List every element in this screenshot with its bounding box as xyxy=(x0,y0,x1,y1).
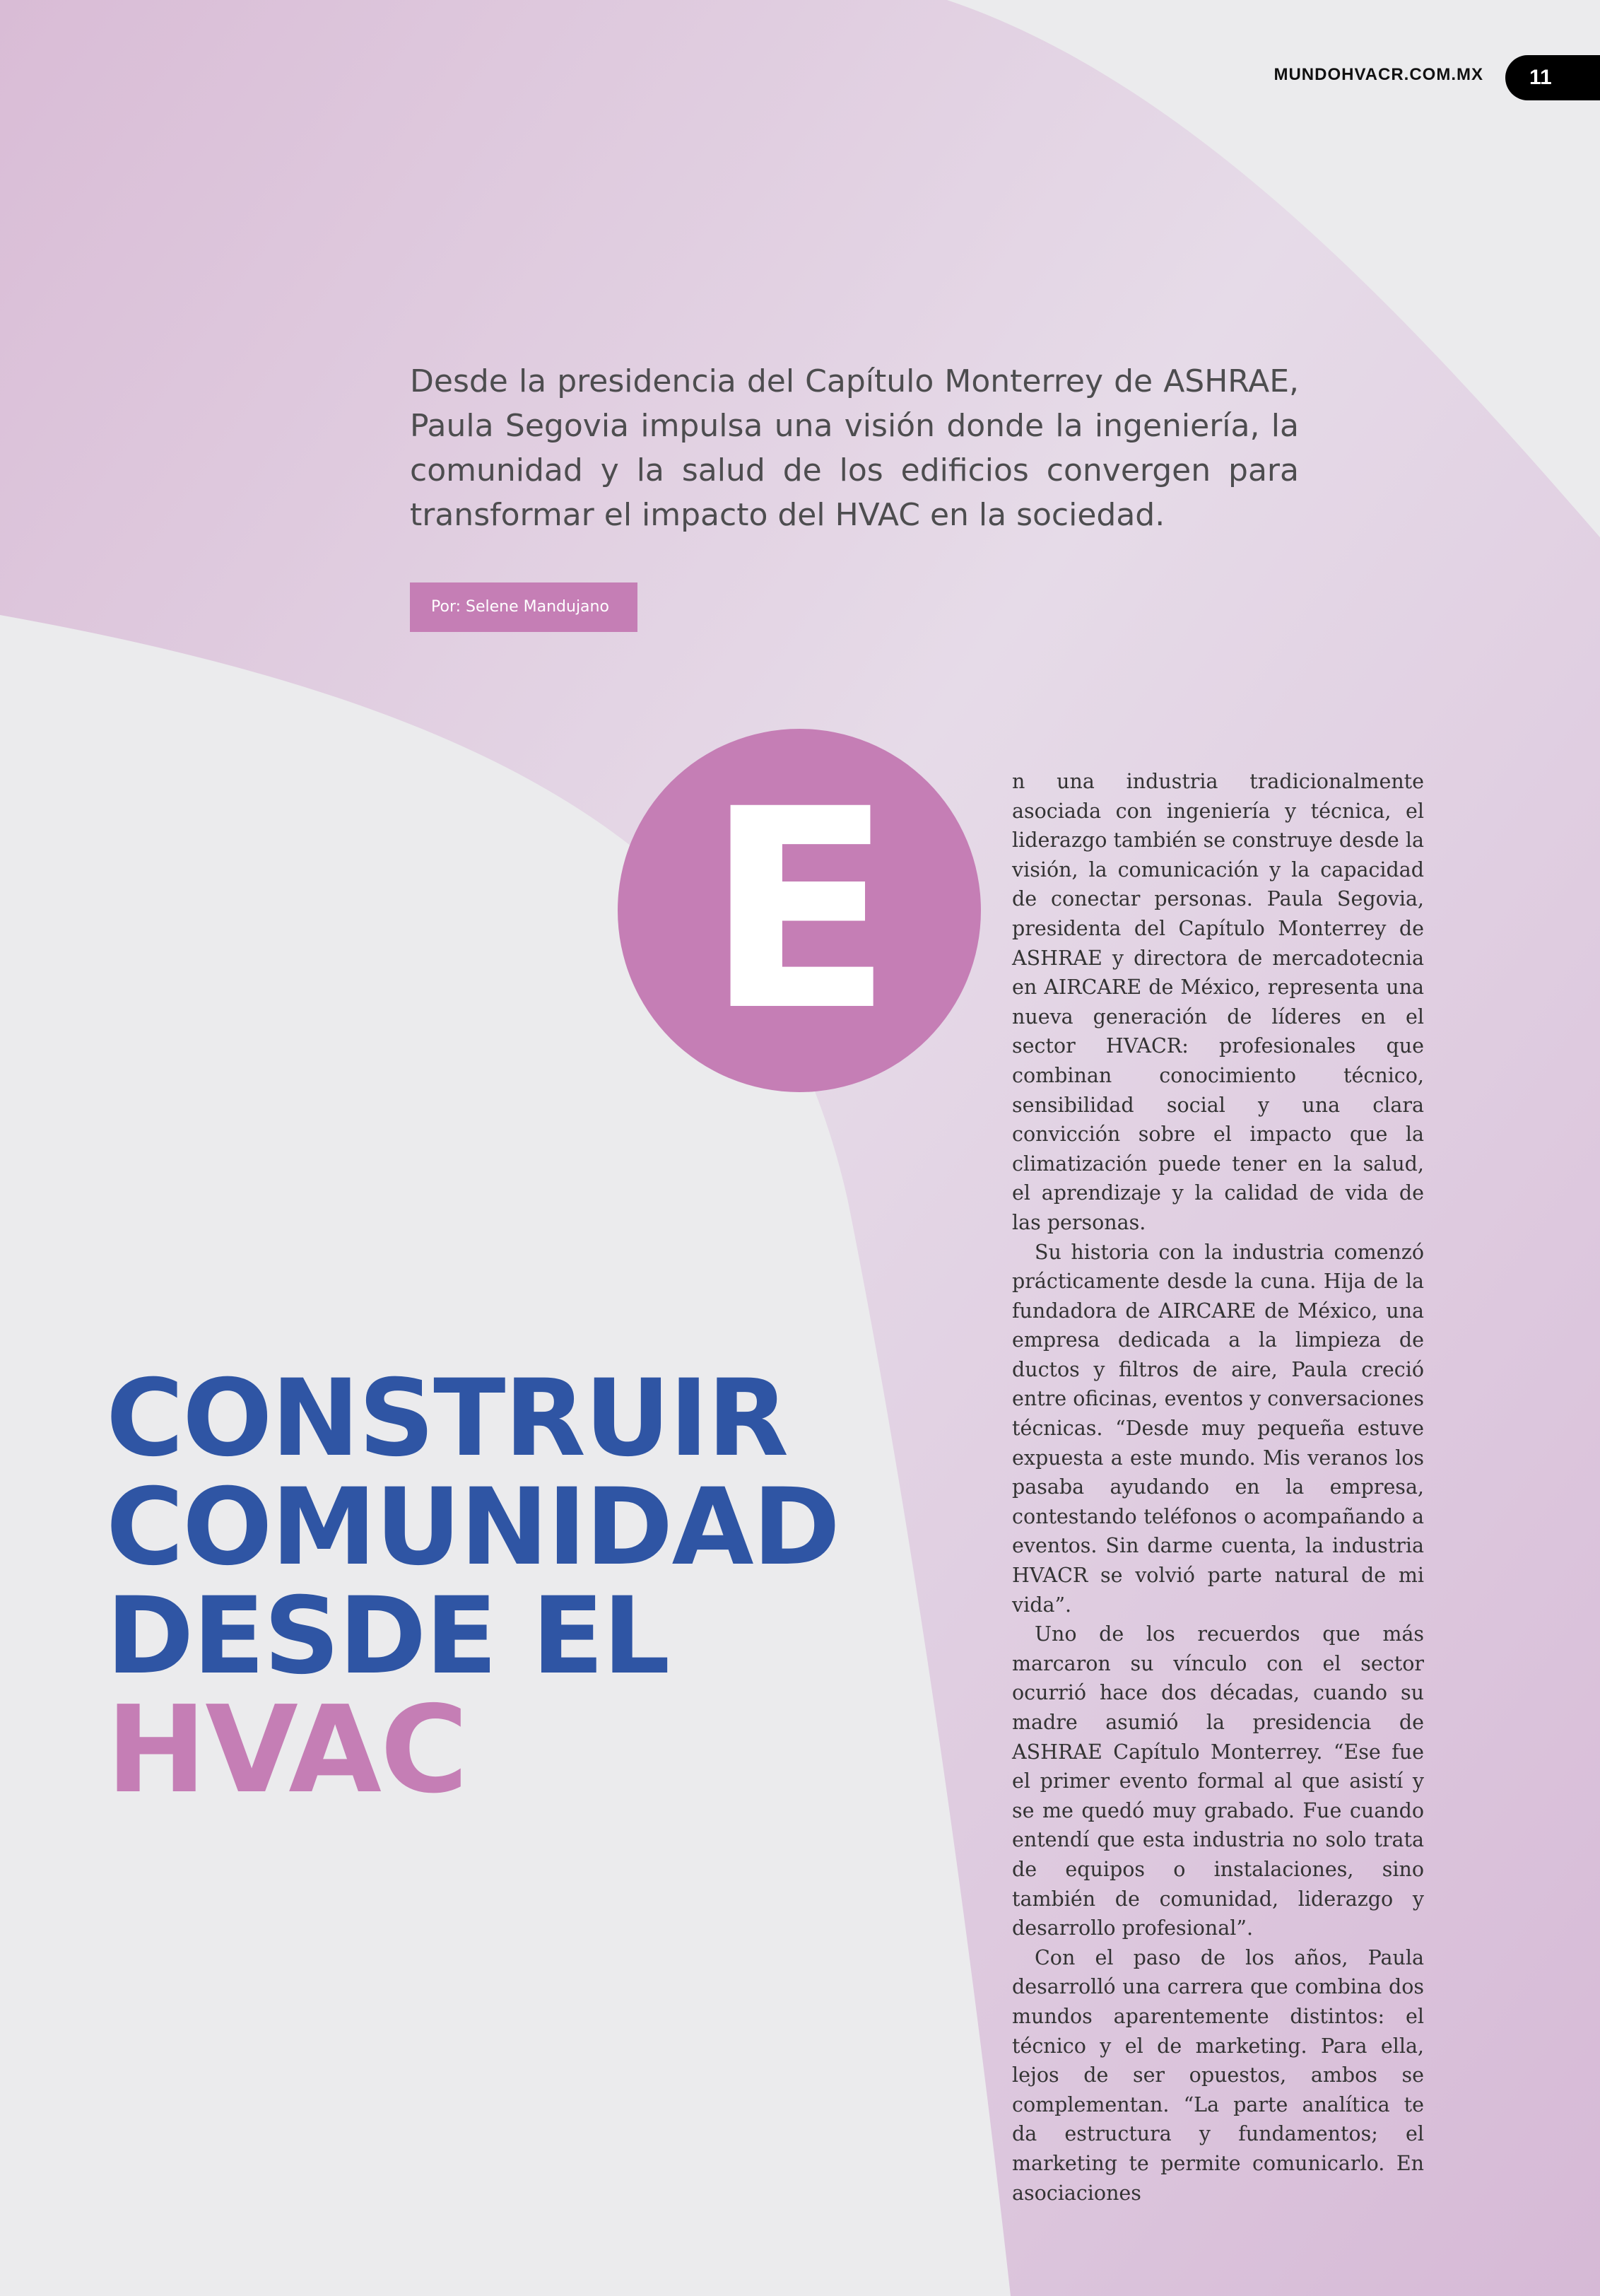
headline-line-1: CONSTRUIR xyxy=(106,1357,788,1480)
drop-cap-letter: E xyxy=(705,750,894,1071)
article-body xyxy=(1012,767,1424,2208)
lead-paragraph: Desde la presidencia del Capítulo Monterrey de ASHRAE, Paula Segovia impulsa una visión donde la ingeniería, la comunidad y la salud de los edificios convergen para transformar el impacto del HVAC en la sociedad. xyxy=(410,363,1299,533)
headline-line-2: COMUNIDAD xyxy=(106,1466,840,1589)
headline-line-4: HVAC xyxy=(106,1680,467,1820)
headline-line-3: DESDE EL xyxy=(106,1575,669,1698)
byline-badge: Por: Selene Mandujano xyxy=(410,582,637,632)
article-paragraph-3: Uno de los recuerdos que más marcaron su vínculo con el sector ocurrió hace dos décadas, cuando su madre asumió la presidencia de ASHRAE Capítulo Monterrey. “Ese fue el primer evento formal al que asistí y se me quedó muy grabado. Fue cuando entendí que esta industria no solo trata de equipos o instalaciones, sino también de comunidad, liderazgo y desarrollo profesional”. xyxy=(1012,1622,1424,1940)
site-url: MUNDOHVACR.COM.MX xyxy=(1273,65,1483,84)
article-headline xyxy=(106,1357,840,1820)
article-paragraph-2: Su historia con la industria comenzó prácticamente desde la cuna. Hija de la fundadora de AIRCARE de México, una empresa dedicada a la limpieza de ductos y filtros de aire, Paula creció entre oficinas, eventos y conversaciones técnicas. “Desde muy pequeña estuve expuesta a este mundo. Mis veranos los pasaba ayudando en la empresa, contestando teléfonos o acompañando a eventos. Sin darme cuenta, la industria HVACR se volvió parte natural de mi vida”. xyxy=(1012,1240,1424,1617)
article-paragraph-1: n una industria tradicionalmente asociada con ingeniería y técnica, el liderazgo también se construye desde la visión, la comunicación y la capacidad de conectar personas. Paula Segovia, presidenta del Capítulo Monterrey de ASHRAE y directora de mercadotecnia en AIRCARE de México, representa una nueva generación de líderes en el sector HVACR: profesionales que combinan conocimiento técnico, sensibilidad social y una clara convicción sobre el impacto que la climatización puede tener en la salud, el aprendizaje y la calidad de vida de las personas. xyxy=(1012,770,1424,1234)
article-paragraph-4: Con el paso de los años, Paula desarrolló una carrera que combina dos mundos aparentemente distintos: el técnico y el de marketing. Para ella, lejos de ser opuestos, ambos se complementan. “La parte analítica te da estructura y fundamentos; el marketing te permite comunicarlo. En asociaciones xyxy=(1012,1945,1424,2205)
page-number: 11 xyxy=(1529,66,1552,89)
drop-cap-circle xyxy=(618,729,981,1092)
page-number-tab xyxy=(1505,55,1600,100)
